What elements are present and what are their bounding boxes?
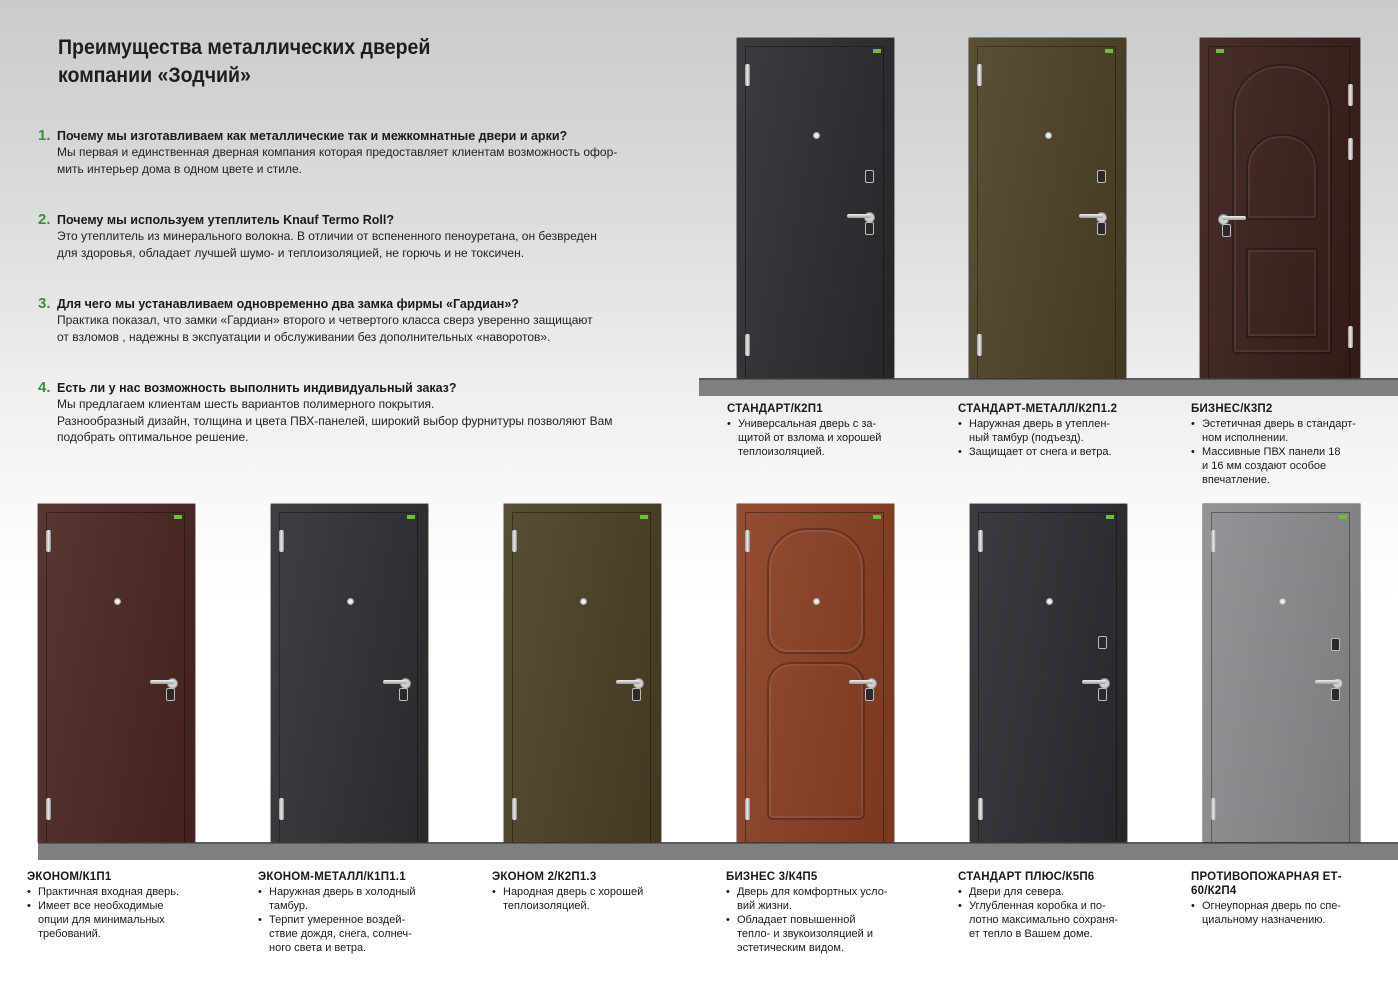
door-caption [727, 402, 917, 459]
door-feature: • Массивные ПВХ панели 18 и 16 мм создают особое впечатление. [1191, 445, 1381, 487]
door-caption [958, 402, 1148, 459]
door-model-name: СТАНДАРТ/К2П1 [727, 403, 823, 415]
door-feature: • Универсальная дверь с за- щитой от взлома и хорошей теплоизоляцией. [727, 417, 917, 459]
door-model-name: СТАНДАРТ ПЛЮС/К5П6 [958, 871, 1095, 883]
door-image [504, 504, 661, 842]
door-feature: • Углубленная коробка и по- лотно максимально сохраня- ет тепло в Вашем доме. [958, 899, 1148, 941]
lock-icon [1097, 222, 1106, 235]
door-feature: • Наружная дверь в холодный тамбур. [258, 885, 448, 913]
handle-icon [150, 678, 180, 692]
handle-icon [1082, 678, 1112, 692]
lock-icon [865, 688, 874, 701]
handle-icon [849, 678, 879, 692]
hinge-icon [977, 334, 982, 356]
handle-icon [1315, 678, 1345, 692]
faq-item [38, 128, 678, 177]
door-caption [1191, 402, 1381, 487]
peephole-icon [1046, 598, 1053, 605]
lock-icon [632, 688, 641, 701]
faq-number: 2. [38, 211, 51, 228]
hinge-icon [745, 530, 750, 552]
peephole-icon [1279, 598, 1286, 605]
door-model-name: ЭКОНОМ/К1П1 [27, 871, 112, 883]
door-feature: • Имеет все необходимые опции для минимальных требований. [27, 899, 217, 941]
hinge-icon [745, 798, 750, 820]
hinge-icon [1348, 326, 1353, 348]
door-feature: • Практичная входная дверь. [27, 885, 217, 899]
door-caption [27, 870, 217, 941]
door-caption [1191, 870, 1381, 927]
lock-icon [1222, 224, 1231, 237]
hinge-icon [978, 530, 983, 552]
handle-icon [383, 678, 413, 692]
door-image [38, 504, 195, 842]
door-caption [726, 870, 916, 955]
handle-icon [1216, 214, 1246, 228]
hinge-icon [46, 798, 51, 820]
faq-item [38, 296, 678, 345]
hinge-icon [46, 530, 51, 552]
door-image [737, 504, 894, 842]
page-title: Преимущества металлических дверей компании «Зодчий» [58, 36, 431, 87]
lock-icon [1098, 636, 1107, 649]
bottom-shelf [38, 842, 1398, 860]
hinge-icon [512, 798, 517, 820]
lock-icon [865, 170, 874, 183]
door-caption [492, 870, 682, 913]
faq-answer: Мы предлагаем клиентам шесть вариантов полимерного покрытия. Разнообразный дизайн, толщина и цвета ПВХ-панелей, широкий выбор фурнитуры позволяют Вам подобрать оптимальное решение. [57, 397, 613, 444]
lock-icon [1097, 170, 1106, 183]
lock-icon [1331, 688, 1340, 701]
door-image [1203, 504, 1360, 842]
door-feature: • Защищает от снега и ветра. [958, 445, 1148, 459]
door-feature: • Огнеупорная дверь по спе- циальному назначению. [1191, 899, 1381, 927]
faq-item [38, 380, 678, 446]
door-model-name: ЭКОНОМ-МЕТАЛЛ/К1П1.1 [258, 871, 406, 883]
door-caption [258, 870, 448, 955]
hinge-icon [977, 64, 982, 86]
door-image [271, 504, 428, 842]
hinge-icon [279, 530, 284, 552]
door-feature: • Народная дверь с хорошей теплоизоляцией. [492, 885, 682, 913]
faq-question: Почему мы используем утеплитель Knauf Termo Roll? [57, 213, 394, 227]
door-model-name: СТАНДАРТ-МЕТАЛЛ/К2П1.2 [958, 403, 1118, 415]
handle-icon [616, 678, 646, 692]
peephole-icon [813, 132, 820, 139]
door-caption [958, 870, 1148, 941]
faq-item [38, 212, 678, 261]
hinge-icon [1348, 84, 1353, 106]
hinge-icon [512, 530, 517, 552]
door-model-name: ЭКОНОМ 2/К2П1.3 [492, 871, 597, 883]
door-image [969, 38, 1126, 378]
peephole-icon [347, 598, 354, 605]
lock-icon [1331, 638, 1340, 651]
hinge-icon [1211, 530, 1216, 552]
door-image [970, 504, 1127, 842]
door-feature: • Двери для севера. [958, 885, 1148, 899]
lock-icon [865, 222, 874, 235]
door-feature: • Обладает повышенной тепло- и звукоизоляцией и эстетическим видом. [726, 913, 916, 955]
lock-icon [166, 688, 175, 701]
peephole-icon [580, 598, 587, 605]
faq-number: 4. [38, 379, 51, 396]
faq-question: Для чего мы устанавливаем одновременно два замка фирмы «Гардиан»? [57, 297, 519, 311]
door-feature: • Наружная дверь в утеплен- ный тамбур (подъезд). [958, 417, 1148, 445]
door-model-name: ПРОТИВОПОЖАРНАЯ ЕТ- 60/К2П4 [1191, 871, 1342, 897]
faq-number: 1. [38, 127, 51, 144]
peephole-icon [114, 598, 121, 605]
faq-answer: Это утеплитель из минерального волокна. В отличии от вспененного пеноуретана, он безвреден для здоровья, обладает лучшей шумо- и теплоизоляцией, не горючь и не токсичен. [57, 229, 597, 260]
faq-number: 3. [38, 295, 51, 312]
door-model-name: БИЗНЕС 3/К4П5 [726, 871, 818, 883]
peephole-icon [1045, 132, 1052, 139]
lock-icon [399, 688, 408, 701]
faq-answer: Мы первая и единственная дверная компания которая предоставляет клиентам возможность офор- мить интерьер дома в одном цвете и стиле. [57, 145, 618, 176]
door-feature: • Дверь для комфортных усло- вий жизни. [726, 885, 916, 913]
hinge-icon [745, 334, 750, 356]
faq-question: Почему мы изготавливаем как металлические так и межкомнатные двери и арки? [57, 129, 568, 143]
faq-answer: Практика показал, что замки «Гардиан» второго и четвертого класса сверз уверенно защищают от взломов , надежны в экспуатации и обслуживании без дополнительных «наворотов». [57, 313, 593, 344]
hinge-icon [279, 798, 284, 820]
lock-icon [1098, 688, 1107, 701]
door-feature: • Эстетичная дверь в стандарт- ном исполнении. [1191, 417, 1381, 445]
hinge-icon [745, 64, 750, 86]
door-model-name: БИЗНЕС/К3П2 [1191, 403, 1273, 415]
door-feature: • Терпит умеренное воздей- ствие дождя, снега, солнеч- ного света и ветра. [258, 913, 448, 955]
faq-question: Есть ли у нас возможность выполнить индивидуальный заказ? [57, 381, 457, 395]
door-image [1200, 38, 1360, 378]
peephole-icon [813, 598, 820, 605]
hinge-icon [1348, 138, 1353, 160]
top-shelf [699, 378, 1398, 396]
hinge-icon [1211, 798, 1216, 820]
door-image [737, 38, 894, 378]
hinge-icon [978, 798, 983, 820]
